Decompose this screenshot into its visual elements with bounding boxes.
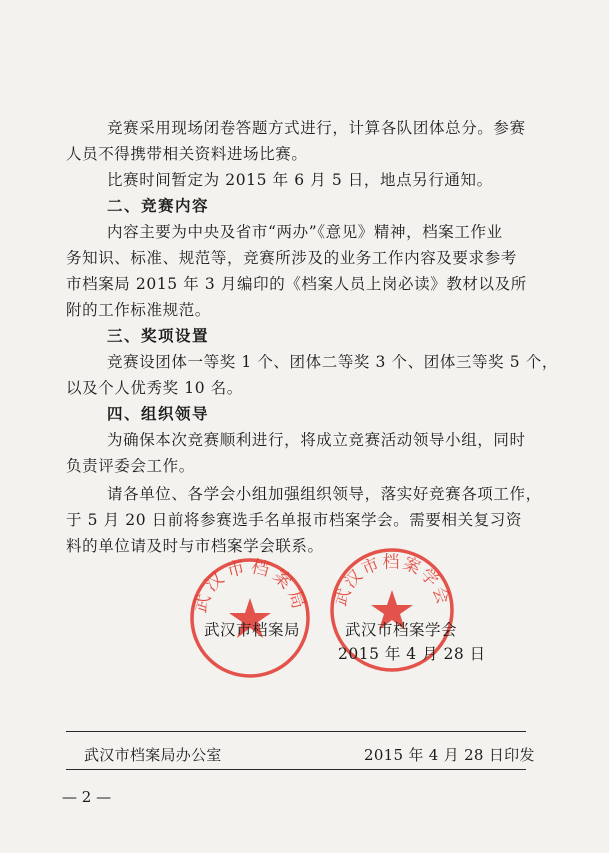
section-2-line-2: 务知识、标准、规范等，竞赛所涉及的业务工作内容及要求参考 (66, 249, 517, 267)
section-4-line-1: 为确保本次竞赛顺利进行，将成立竞赛活动领导小组，同时 (107, 431, 526, 449)
closing-line-1: 请各单位、各学会小组加强组织领导，落实好竞赛各项工作， (107, 485, 542, 503)
paragraph-1-line-2: 人员不得携带相关资料进场比赛。 (66, 145, 308, 163)
stamp-2-text: 武汉市档案学会 (330, 552, 454, 609)
page-number: — 2 — (62, 788, 112, 806)
section-3-line-1: 竞赛设团体一等奖 1 个、团体二等奖 3 个、团体三等奖 5 个， (107, 353, 558, 371)
paragraph-2: 比赛时间暂定为 2015 年 6 月 5 日，地点另行通知。 (107, 171, 493, 189)
section-4-line-2: 负责评委会工作。 (66, 457, 195, 475)
section-2-line-4: 附的工作标准规范。 (66, 301, 211, 319)
section-3-heading: 三、奖项设置 (107, 326, 210, 345)
section-2-heading: 二、竞赛内容 (107, 196, 210, 215)
footer-bottom-rule (66, 769, 526, 770)
paragraph-1-line-1: 竞赛采用现场闭卷答题方式进行，计算各队团体总分。参赛 (107, 119, 526, 137)
footer-issuer: 武汉市档案局办公室 (84, 746, 222, 764)
section-4-heading: 四、组织领导 (107, 404, 210, 423)
section-2-line-1: 内容主要为中央及省市“两办”《意见》精神，档案工作业 (107, 223, 503, 241)
signature-org-1: 武汉市档案局 (204, 621, 301, 639)
closing-line-2: 于 5 月 20 日前将参赛选手名单报市档案学会。需要相关复习资 (66, 511, 522, 529)
footer-top-rule (66, 731, 526, 732)
signature-org-2: 武汉市档案学会 (345, 621, 458, 639)
footer-issue-date: 2015 年 4 月 28 日印发 (364, 746, 535, 764)
closing-line-3: 料的单位请及时与市档案学会联系。 (66, 537, 324, 555)
signature-date: 2015 年 4 月 28 日 (338, 645, 486, 663)
section-3-line-2: 以及个人优秀奖 10 名。 (66, 379, 243, 397)
stamp-1-text: 武汉市档案局 (189, 556, 311, 616)
section-2-line-3: 市档案局 2015 年 3 月编印的《档案人员上岗必读》教材以及所 (66, 275, 527, 293)
